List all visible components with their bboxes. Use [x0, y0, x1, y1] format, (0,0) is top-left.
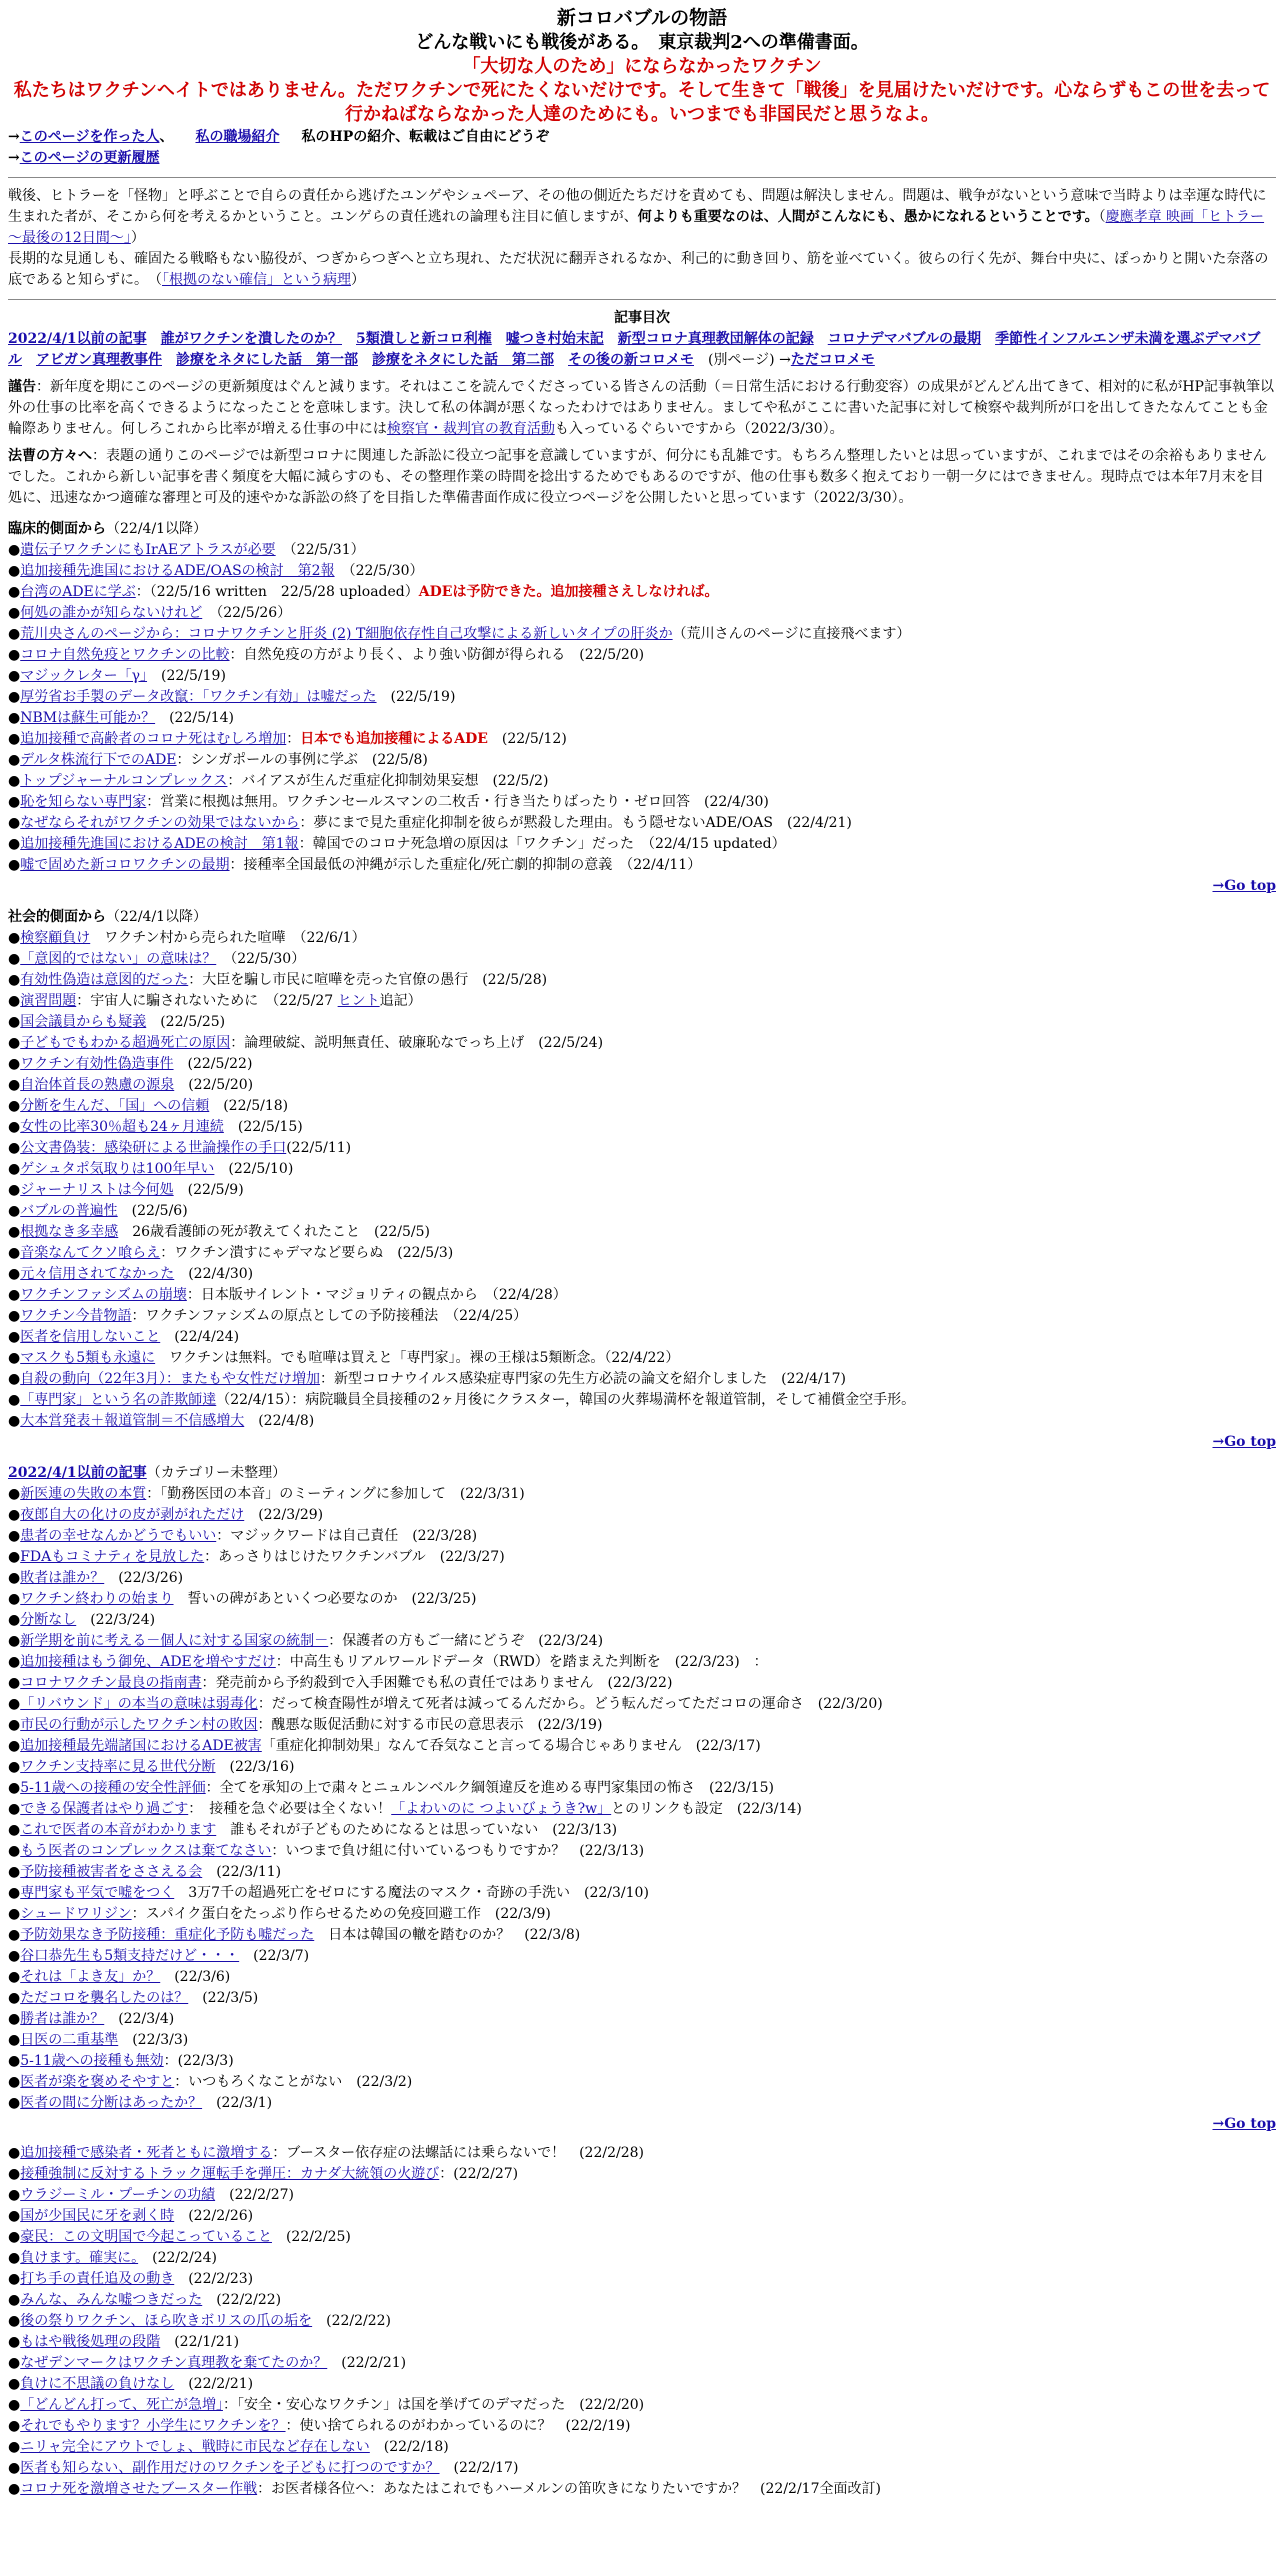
toc-link[interactable]: 2022/4/1以前の記事: [8, 331, 147, 347]
list-item: ● 負けに不思議の負けなし (22/2/21): [8, 2374, 1276, 2395]
article-link[interactable]: 敗者は誰か？: [20, 1570, 105, 1586]
article-link[interactable]: 遺伝子ワクチンにもIrAEアトラスが必要: [20, 542, 276, 558]
list-item: ● 医者の間に分断はあったか？ (22/3/1): [8, 2093, 1276, 2114]
article-link[interactable]: 打ち手の責任追及の動き: [20, 2271, 175, 2287]
article-list: [8, 2143, 1276, 2500]
article-link[interactable]: ジャーナリストは今何処: [20, 1182, 174, 1198]
article-link[interactable]: デルタ株流行下でのADE: [20, 752, 177, 768]
toc-link[interactable]: 新型コロナ真理教団解体の記録: [617, 331, 814, 347]
article-link[interactable]: もはや戦後処理の段階: [20, 2334, 161, 2350]
movie-link[interactable]: 慶應孝章 映画「ヒトラー～最後の12日間～」: [8, 209, 1265, 246]
toc-link[interactable]: 診療をネタにした話 第二部: [372, 352, 554, 368]
list-item: ● 谷口恭先生も5類支持だけど・・・ (22/3/7): [8, 1946, 1276, 1967]
list-item: ● 予防効果なき予防接種：重症化予防も嘘だった 日本は韓国の轍を踏むのか？ (22/3/8): [8, 1925, 1276, 1946]
article-list: [8, 1484, 1276, 2114]
list-item: ● FDAもコミナティを見放した：あっさりはじけたワクチンバブル (22/3/27): [8, 1547, 1276, 1568]
list-item: ● ワクチン今昔物語：ワクチンファシズムの原点としての予防接種法 （22/4/25）: [8, 1306, 1276, 1327]
list-item: ● 追加接種はもう御免、ADEを増やすだけ：中高生もリアルワールドデータ（RWD）を踏まえた判断を (22/3/23) ：: [8, 1652, 1276, 1673]
article-link[interactable]: 台湾のADEに学ぶ: [20, 584, 136, 600]
article-link[interactable]: ただコロを襲名したのは？: [20, 1990, 189, 2006]
toc-other-link[interactable]: ただコロメモ: [790, 352, 875, 368]
list-item: ● もはや戦後処理の段階 (22/1/21): [8, 2332, 1276, 2353]
article-link[interactable]: 負けに不思議の負けなし: [20, 2376, 175, 2392]
article-link[interactable]: それでもやります？小学生にワクチンを？: [20, 2418, 286, 2434]
list-item: ● 遺伝子ワクチンにもIrAEアトラスが必要 （22/5/31）: [8, 540, 1276, 561]
go-top-link[interactable]: →Go top: [1212, 1434, 1276, 1450]
list-item: ● 恥を知らない専門家：営業に根拠は無用。ワクチンセールスマンの二枚舌・行き当たりばったり・ゼロ回答 (22/4/30): [8, 792, 1276, 813]
article-link[interactable]: コロナ自然免疫とワクチンの比較: [20, 647, 230, 663]
list-item: ● コロナ自然免疫とワクチンの比較：自然免疫の方がより長く、より強い防御が得られる (22/5/20): [8, 645, 1276, 666]
list-item: ● 追加接種で高齢者のコロナ死はむしろ増加：日本でも追加接種によるADE (22/5/12): [8, 729, 1276, 750]
list-item: ● 検察顧負け ワクチン村から売られた喧嘩 （22/6/1）: [8, 928, 1276, 949]
toc-link[interactable]: 誰がワクチンを潰したのか？: [160, 331, 342, 347]
article-link[interactable]: 日医の二重基準: [20, 2032, 119, 2048]
article-link[interactable]: 後の祭りワクチン、ほら吹きボリスの爪の垢を: [20, 2313, 313, 2329]
list-item: ● コロナ死を激増させたブースター作戦：お医者様各位へ：あなたはこれでもハーメルンの笛吹きになりたいですか？ (22/2/17全面改訂): [8, 2479, 1276, 2500]
divider: [8, 299, 1276, 300]
article-link[interactable]: 子どもでもわかる超過死亡の原因: [20, 1035, 231, 1051]
list-item: ● シュードワリジン：スパイク蛋白をたっぷり作らせるための免疫回避工作 (22/3/9): [8, 1904, 1276, 1925]
list-item: ● 厚労省お手製のデータ改竄：「ワクチン有効」は嘘だった (22/5/19): [8, 687, 1276, 708]
education-link[interactable]: 検察官・裁判官の教育活動: [386, 421, 555, 437]
section-heading: 社会的側面から（22/4/1以降）: [8, 909, 208, 925]
article-link[interactable]: 検察顧負け: [20, 930, 91, 946]
list-item: ● 追加接種最先端諸国におけるADE被害「重症化抑制効果」なんて呑気なこと言ってる場合じゃありません (22/3/17): [8, 1736, 1276, 1757]
article-link[interactable]: 追加接種先進国におけるADEの検討 第1報: [20, 836, 299, 852]
article-link[interactable]: 追加接種最先端諸国におけるADE被害: [20, 1738, 262, 1754]
list-item: ● 後の祭りワクチン、ほら吹きボリスの爪の垢を (22/2/22): [8, 2311, 1276, 2332]
article-link[interactable]: これで医者の本音がわかります: [20, 1822, 217, 1838]
list-item: ● 「専門家」という名の詐欺師達（22/4/15）：病院職員全員接種の2ヶ月後にクラスター，韓国の火葬場満杯を報道管制，そして補償金空手形。: [8, 1390, 1276, 1411]
list-item: ● 予防接種被害者をささえる会 (22/3/11): [8, 1862, 1276, 1883]
notice-1: 謹告：新年度を期にこのページの更新頻度はぐんと減ります。それはここを読んでくださっている皆さんの活動（＝日常生活における行動変容）の成果がどんどん出てきて、相対的に私がHP記事執筆以外の仕事の比率を高くできるようになったことを意味します。決して私の体調が悪くなったわけではありません。ましてや私がここに書いた記事に対して検察や裁判所が口を出してきたなんてことも金輪際ありません。何しろこれから比率が増える仕事の中には検察官・裁判官の教育活動も入っているぐらいですから（2022/3/30）。: [8, 379, 1274, 437]
page-title: 新コロバブルの物語: [556, 7, 728, 29]
list-item: ● なぜならそれがワクチンの効果ではないから：夢にまで見た重症化抑制を彼らが黙殺した理由。もう隠せないADE/OAS (22/4/21): [8, 813, 1276, 834]
list-item: ● 医者を信用しないこと (22/4/24): [8, 1327, 1276, 1348]
list-item: ● 国が少国民に牙を剥く時 (22/2/26): [8, 2206, 1276, 2227]
list-item: ● 音楽なんてクソ喰らえ：ワクチン潰すにゃデマなど要らぬ (22/5/3): [8, 1243, 1276, 1264]
toc-link[interactable]: 嘘つき村始末記: [505, 331, 604, 347]
list-item: ● ニリャ完全にアウトでしょ、戦時に市民など存在しない (22/2/18): [8, 2437, 1276, 2458]
article-link[interactable]: 勝者は誰か？: [20, 2011, 105, 2027]
article-link[interactable]: 接種強制に反対するトラック運転手を弾圧：カナダ大統領の火遊び: [20, 2166, 440, 2182]
article-list: [8, 928, 1276, 1432]
article-link[interactable]: 追加接種はもう御免、ADEを増やすだけ: [20, 1654, 276, 1670]
nav-row-1: →このページを作った人、 私の職場紹介 私のHPの紹介、転載はご自由にどうぞ: [8, 129, 550, 145]
article-link[interactable]: 医者を信用しないこと: [20, 1329, 161, 1345]
section-heading-link[interactable]: 2022/4/1以前の記事: [8, 1465, 147, 1481]
article-link[interactable]: NBMは蘇生可能か？: [20, 710, 156, 726]
article-link[interactable]: 分断を生んだ、「国」への信頼: [20, 1098, 210, 1114]
article-link[interactable]: 新学期を前に考える－個人に対する国家の統制－: [20, 1633, 329, 1649]
list-item: ● ワクチン有効性偽造事件 (22/5/22): [8, 1054, 1276, 1075]
toc-link[interactable]: コロナデマバブルの最期: [827, 331, 982, 347]
article-link[interactable]: 追加接種で感染者・死者ともに激増する: [20, 2145, 273, 2161]
article-link[interactable]: 新医連の失敗の本質: [20, 1486, 147, 1502]
article-link[interactable]: それは「よき友」か？: [20, 1969, 161, 1985]
notice-2: 法曹の方々へ：表題の通りこのページでは新型コロナに関連した訴訟に役立つ記事を意識していますが、何分にも乱雑です。もちろん整理したいとは思っていますが、これまではその余裕もありませんでした。これから新しい記事を書く頻度を大幅に減らすのも、その整理作業の時間を捻出するためでもあるのですが、他の仕事も数多く抱えており一朝一夕にはできません。現時点では本年7月末を目処に、迅速なかつ適確な審理と可及的速やかな訴訟の終了を目指した準備書面作成に役立つページを公開したいと思っています（2022/3/30）。: [8, 448, 1267, 506]
pathology-link[interactable]: 「根拠のない確信」という病理: [162, 272, 351, 288]
list-item: ● ウラジーミル・プーチンの功績 (22/2/27): [8, 2185, 1276, 2206]
list-item: ● それは「よき友」か？ (22/3/6): [8, 1967, 1276, 1988]
list-item: ● 有効性偽造は意図的だった：大臣を騙し市民に喧嘩を売った官僚の愚行 (22/5/28): [8, 970, 1276, 991]
nav-row-2: →このページの更新履歴: [8, 150, 160, 166]
article-link[interactable]: 専門家も平気で嘘をつく: [20, 1885, 175, 1901]
article-link[interactable]: 医者も知らない、副作用だけのワクチンを子どもに打つのですか？: [20, 2460, 440, 2476]
list-item: ● 嘘で固めた新コロワクチンの最期：接種率全国最低の沖縄が示した重症化/死亡劇的抑制の意義 （22/4/11）: [8, 855, 1276, 876]
list-item: ● 自殺の動向（22年3月）：またもや女性だけ増加：新型コロナウイルス感染症専門家の先生方必読の論文を紹介しました (22/4/17): [8, 1369, 1276, 1390]
article-sub-link[interactable]: 「よわいのに つよいびょうき?w」: [391, 1801, 612, 1817]
list-item: ● 分断なし (22/3/24): [8, 1610, 1276, 1631]
list-item: ● 元々信用されてなかった (22/4/30): [8, 1264, 1276, 1285]
article-link[interactable]: バブルの普遍性: [20, 1203, 118, 1219]
list-item: ● ワクチン支持率に見る世代分断 (22/3/16): [8, 1757, 1276, 1778]
article-link[interactable]: 予防接種被害者をささえる会: [20, 1864, 203, 1880]
article-link[interactable]: ワクチン有効性偽造事件: [20, 1056, 174, 1072]
toc-link[interactable]: その後の新コロメモ: [568, 352, 694, 368]
list-item: ● トップジャーナルコンプレックス：バイアスが生んだ重症化抑制効果妄想 (22/5/2): [8, 771, 1276, 792]
article-list: [8, 540, 1276, 876]
article-link[interactable]: 荒川央さんのページから：コロナワクチンと肝炎 (2) T細胞依存性自己攻撃による新しいタイプの肝炎か: [20, 626, 673, 642]
list-item: ● ただコロを襲名したのは？ (22/3/5): [8, 1988, 1276, 2009]
article-link[interactable]: ワクチン支持率に見る世代分断: [20, 1759, 216, 1775]
article-link[interactable]: ワクチン今昔物語: [20, 1308, 132, 1324]
list-item: ● 専門家も平気で嘘をつく 3万7千の超過死亡をゼロにする魔法のマスク・奇跡の手洗い (22/3/10): [8, 1883, 1276, 1904]
article-link[interactable]: ニリャ完全にアウトでしょ、戦時に市民など存在しない: [20, 2439, 370, 2455]
article-link[interactable]: 公文書偽装：感染研による世論操作の手口: [20, 1140, 287, 1156]
update-history-link[interactable]: このページの更新履歴: [19, 150, 160, 166]
list-item: ● 新医連の失敗の本質：「勤務医団の本音」のミーティングに参加して (22/3/31): [8, 1484, 1276, 1505]
article-link[interactable]: もう医者のコンプレックスは棄てなさい: [20, 1843, 272, 1859]
list-item: ● 患者の幸せなんかどうでもいい：マジックワードは自己責任 (22/3/28): [8, 1526, 1276, 1547]
article-link[interactable]: マスクも5類も永遠に: [20, 1350, 156, 1366]
article-link[interactable]: 豪民：この文明国で今起こっていること: [20, 2229, 272, 2245]
section-heading: 臨床的側面から（22/4/1以降）: [8, 521, 208, 537]
list-item: ● 台湾のADEに学ぶ：（22/5/16 written 22/5/28 uploaded）ADEは予防できた。追加接種さえしなければ。: [8, 582, 1276, 603]
list-item: ● 市民の行動が示したワクチン村の敗因：醜悪な販促活動に対する市民の意思表示 (22/3/19): [8, 1715, 1276, 1736]
article-link[interactable]: 自治体首長の熟慮の源泉: [20, 1077, 175, 1093]
article-link[interactable]: 5-11歳への接種も無効: [20, 2053, 164, 2069]
list-item: ● NBMは蘇生可能か？ (22/5/14): [8, 708, 1276, 729]
list-item: ● 子どもでもわかる超過死亡の原因：論理破綻、説明無責任、破廉恥なでっち上げ (22/5/24): [8, 1033, 1276, 1054]
article-link[interactable]: 医者の間に分断はあったか？: [20, 2095, 203, 2111]
author-link[interactable]: このページを作った人: [19, 129, 160, 145]
list-item: ● 「どんどん打って、死亡が急増」：「安全・安心なワクチン」は国を挙げてのデマだった (22/2/20): [8, 2395, 1276, 2416]
article-link[interactable]: 追加接種先進国におけるADE/OASの検討 第2報: [20, 563, 335, 579]
list-item: ● ジャーナリストは今何処 (22/5/9): [8, 1180, 1276, 1201]
article-link[interactable]: 国が少国民に牙を剥く時: [20, 2208, 175, 2224]
article-link[interactable]: 音楽なんてクソ喰らえ: [20, 1245, 161, 1261]
list-item: ● ゲシュタポ気取りは100年早い (22/5/10): [8, 1159, 1276, 1180]
list-item: ● 打ち手の責任追及の動き (22/2/23): [8, 2269, 1276, 2290]
list-item: ● 追加接種先進国におけるADE/OASの検討 第2報 （22/5/30）: [8, 561, 1276, 582]
article-link[interactable]: 負けます。確実に。: [20, 2250, 139, 2266]
list-item: ● 医者も知らない、副作用だけのワクチンを子どもに打つのですか？ (22/2/17): [8, 2458, 1276, 2479]
list-item: ● みんな、みんな嘘つきだった (22/2/22): [8, 2290, 1276, 2311]
article-link[interactable]: シュードワリジン: [20, 1906, 132, 1922]
intro-quote: 戦後、ヒトラーを「怪物」と呼ぶことで自らの責任から逃げたユンゲやシュペーア、その他の側近たちだけを責めても、問題は解決しません。問題は、戦争がないという意味で当時よりは幸運な時代に生まれた者が、そこから何を考えるかということ。ユンゲらの責任逃れの論理も注目に値しますが、何よりも重要なのは、人間がこんなにも、愚かになれるということです。（慶應孝章 映画「ヒトラー～最後の12日間～」） 長期的な見通しも、確固たる戦略もない脇役が、つぎからつぎへと立ち現れ、ただ状況に翻弄されるなか、利己的に動き回り、筋を並べていく。彼らの行く先が、舞台中央に、ぽっかりと開いた奈落の底であると知らずに。 （「根拠のない確信」という病理）: [8, 188, 1269, 288]
list-item: ● もう医者のコンプレックスは棄てなさい：いつまで負け組に付いているつもりですか？ (22/3/13): [8, 1841, 1276, 1862]
toc-link[interactable]: 季節性インフルエンザ未満を選ぶデマバブル: [8, 331, 1261, 368]
article-sub-link[interactable]: ヒント: [337, 993, 380, 1009]
article-link[interactable]: ウラジーミル・プーチンの功績: [20, 2187, 216, 2203]
header: [8, 6, 1276, 127]
article-link[interactable]: ゲシュタポ気取りは100年早い: [20, 1161, 215, 1177]
toc-link[interactable]: 診療をネタにした話 第一部: [176, 352, 358, 368]
section-heading: 2022/4/1以前の記事（カテゴリー未整理）: [8, 1465, 287, 1481]
article-link[interactable]: 「意図的ではない」の意味は？: [20, 951, 217, 967]
list-item: ● 豪民：この文明国で今起こっていること (22/2/25): [8, 2227, 1276, 2248]
article-link[interactable]: 「リバウンド」の本当の意味は弱毒化: [20, 1696, 258, 1712]
article-link[interactable]: 患者の幸せなんかどうでもいい: [20, 1528, 217, 1544]
list-item: ● マジックレター「γ」 (22/5/19): [8, 666, 1276, 687]
list-item: ● 勝者は誰か？ (22/3/4): [8, 2009, 1276, 2030]
article-link[interactable]: 「どんどん打って、死亡が急増」: [20, 2397, 223, 2413]
article-link[interactable]: みんな、みんな嘘つきだった: [20, 2292, 203, 2308]
article-link[interactable]: なぜデンマークはワクチン真理教を棄てたのか？: [20, 2355, 328, 2371]
article-link[interactable]: マジックレター「γ」: [20, 668, 148, 684]
list-item: ● なぜデンマークはワクチン真理教を棄てたのか？ (22/2/21): [8, 2353, 1276, 2374]
article-link[interactable]: 何処の誰かが知らないけれど: [20, 605, 203, 621]
list-item: ● 根拠なき多幸感 26歳看護師の死が教えてくれたこと (22/5/5): [8, 1222, 1276, 1243]
list-item: ● これで医者の本音がわかります 誰もそれが子どものためになるとは思っていない (22/3/13): [8, 1820, 1276, 1841]
article-link[interactable]: できる保護者はやり過ごす: [20, 1801, 189, 1817]
article-link[interactable]: 元々信用されてなかった: [20, 1266, 175, 1282]
list-item: ● ワクチン終わりの始まり 誓いの碑があといくつ必要なのか (22/3/25): [8, 1589, 1276, 1610]
workplace-link[interactable]: 私の職場紹介: [195, 129, 280, 145]
article-link[interactable]: 谷口恭先生も5類支持だけど・・・: [20, 1948, 240, 1964]
article-link[interactable]: トップジャーナルコンプレックス: [20, 773, 228, 789]
article-link[interactable]: 「専門家」という名の詐欺師達: [20, 1392, 217, 1408]
list-item: ● 演習問題：宇宙人に騙されないために （22/5/27 ヒント追記）: [8, 991, 1276, 1012]
list-item: ● 接種強制に反対するトラック運転手を弾圧：カナダ大統領の火遊び：(22/2/27): [8, 2164, 1276, 2185]
article-link[interactable]: 恥を知らない専門家: [20, 794, 147, 810]
article-link[interactable]: コロナ死を激増させたブースター作戦: [20, 2481, 258, 2497]
article-link[interactable]: 根拠なき多幸感: [20, 1224, 119, 1240]
toc-title: 記事目次: [614, 310, 670, 326]
go-top-link[interactable]: →Go top: [1212, 878, 1276, 894]
article-link[interactable]: 女性の比率30％超も24ヶ月連続: [20, 1119, 224, 1135]
article-link[interactable]: 市民の行動が示したワクチン村の敗因: [20, 1717, 258, 1733]
list-item: ● できる保護者はやり過ごす： 接種を急ぐ必要は全くない！「よわいのに つよいびょうき?w」とのリンクも設定 (22/3/14): [8, 1799, 1276, 1820]
article-link[interactable]: 分断なし: [20, 1612, 77, 1628]
list-item: ● マスクも5類も永遠に ワクチンは無料。でも喧嘩は買えと「専門家」。裸の王様は5類断念。（22/4/22）: [8, 1348, 1276, 1369]
list-item: ● 自治体首長の熟慮の源泉 (22/5/20): [8, 1075, 1276, 1096]
list-item: ● 日医の二重基準 (22/3/3): [8, 2030, 1276, 2051]
list-item: ● 新学期を前に考える－個人に対する国家の統制－：保護者の方もご一緒にどうぞ (22/3/24): [8, 1631, 1276, 1652]
toc-link[interactable]: 5類潰しと新コロ利権: [356, 331, 492, 347]
list-item: ● 女性の比率30％超も24ヶ月連続 (22/5/15): [8, 1117, 1276, 1138]
article-link[interactable]: ワクチン終わりの始まり: [20, 1591, 174, 1607]
article-link[interactable]: ワクチンファシズムの崩壊: [20, 1287, 187, 1303]
article-link[interactable]: 国会議員からも疑義: [20, 1014, 147, 1030]
article-link[interactable]: 追加接種で高齢者のコロナ死はむしろ増加: [20, 731, 287, 747]
free-reprint-text: 私のHPの紹介、転載はご自由にどうぞ: [301, 129, 550, 145]
list-item: ● 敗者は誰か？ (22/3/26): [8, 1568, 1276, 1589]
go-top-link[interactable]: →Go top: [1212, 2116, 1276, 2132]
article-sections: [8, 519, 1276, 2500]
list-item: ● 「リバウンド」の本当の意味は弱毒化：だって検査陽性が増えて死者は減ってるんだから。どう転んだってただコロの運命さ (22/3/20): [8, 1694, 1276, 1715]
list-item: ● 追加接種で感染者・死者ともに激増する：ブースター依存症の法螺話には乗らないで！ (22/2/28): [8, 2143, 1276, 2164]
article-link[interactable]: 演習問題: [20, 993, 77, 1009]
statement: 私たちはワクチンヘイトではありません。ただワクチンで死にたくないだけです。そして生きて「戦後」を見届けたいだけです。心ならずもこの世を去って行かねばならなかった人達のためにも。いつまでも非国民だと思うなよ。: [13, 80, 1271, 125]
article-link[interactable]: コロナワクチン最良の指南書: [20, 1675, 202, 1691]
article-link[interactable]: 厚労省お手製のデータ改竄：「ワクチン有効」は嘘だった: [20, 689, 377, 705]
list-item: ● 大本営発表＋報道管制＝不信感増大 (22/4/8): [8, 1411, 1276, 1432]
list-item: ● コロナワクチン最良の指南書：発売前から予約殺到で入手困難でも私の責任ではありません (22/3/22): [8, 1673, 1276, 1694]
list-item: ● 公文書偽装：感染研による世論操作の手口(22/5/11): [8, 1138, 1276, 1159]
list-item: ● 5-11歳への接種も無効：(22/3/3): [8, 2051, 1276, 2072]
list-item: ● 国会議員からも疑義 (22/5/25): [8, 1012, 1276, 1033]
article-link[interactable]: 5-11歳への接種の安全性評価: [20, 1780, 206, 1796]
article-link[interactable]: FDAもコミナティを見放した: [20, 1549, 205, 1565]
list-item: ● 追加接種先進国におけるADEの検討 第1報：韓国でのコロナ死急増の原因は「ワクチン」だった （22/4/15 updated）: [8, 834, 1276, 855]
list-item: ● 5-11歳への接種の安全性評価：全てを承知の上で粛々とニュルンベルク綱領違反を進める専門家集団の怖さ (22/3/15): [8, 1778, 1276, 1799]
list-item: ● 夜郎自大の化けの皮が剥がれただけ (22/3/29): [8, 1505, 1276, 1526]
article-link[interactable]: 医者が楽を褒めそやすと: [20, 2074, 175, 2090]
article-link[interactable]: 夜郎自大の化けの皮が剥がれただけ: [20, 1507, 245, 1523]
article-link[interactable]: なぜならそれがワクチンの効果ではないから: [20, 815, 300, 831]
tagline-quote: 「大切な人のため」にならなかったワクチン: [462, 56, 822, 77]
list-item: ● ワクチンファシズムの崩壊：日本版サイレント・マジョリティの観点から （22/4/28）: [8, 1285, 1276, 1306]
list-item: ● それでもやります？小学生にワクチンを？：使い捨てられるのがわかっているのに？ (22/2/19): [8, 2416, 1276, 2437]
list-item: ● 医者が楽を褒めそやすと：いつもろくなことがない (22/3/2): [8, 2072, 1276, 2093]
divider: [8, 177, 1276, 178]
article-link[interactable]: 嘘で固めた新コロワクチンの最期: [20, 857, 230, 873]
list-item: ● 分断を生んだ、「国」への信頼 (22/5/18): [8, 1096, 1276, 1117]
page-subtitle: どんな戦いにも戦後がある。 東京裁判2への準備書面。: [415, 32, 869, 53]
toc-link[interactable]: アビガン真理教事件: [36, 352, 162, 368]
toc-other-label: (別ページ) →: [708, 352, 791, 368]
list-item: ● 荒川央さんのページから：コロナワクチンと肝炎 (2) T細胞依存性自己攻撃による新しいタイプの肝炎か（荒川さんのページに直接飛べます）: [8, 624, 1276, 645]
toc-links: [8, 329, 1276, 371]
list-item: ● 何処の誰かが知らないけれど （22/5/26）: [8, 603, 1276, 624]
article-link[interactable]: 自殺の動向（22年3月）：またもや女性だけ増加: [20, 1371, 320, 1387]
list-item: ● 負けます。確実に。 (22/2/24): [8, 2248, 1276, 2269]
article-link[interactable]: 有効性偽造は意図的だった: [20, 972, 189, 988]
list-item: ● バブルの普遍性 (22/5/6): [8, 1201, 1276, 1222]
article-link[interactable]: 大本営発表＋報道管制＝不信感増大: [20, 1413, 245, 1429]
article-link[interactable]: 予防効果なき予防接種：重症化予防も嘘だった: [20, 1927, 315, 1943]
list-item: ● 「意図的ではない」の意味は？ （22/5/30）: [8, 949, 1276, 970]
list-item: ● デルタ株流行下でのADE：シンガポールの事例に学ぶ (22/5/8): [8, 750, 1276, 771]
